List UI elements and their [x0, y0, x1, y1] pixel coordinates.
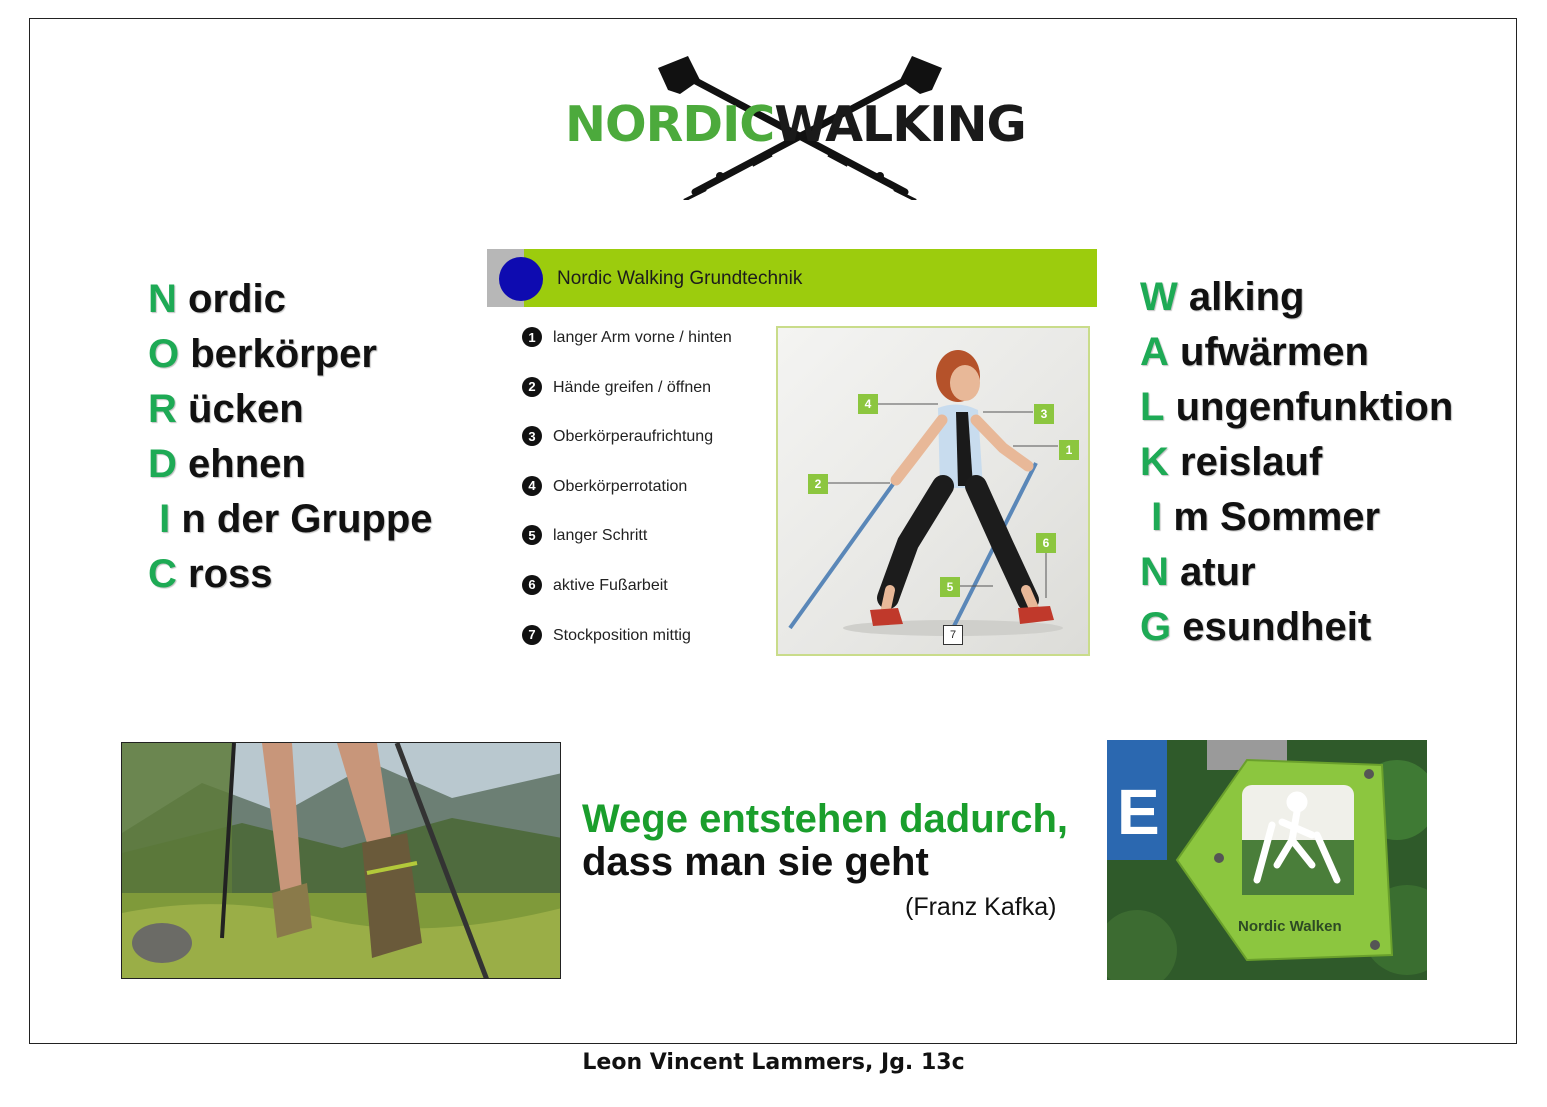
- acrostic-word: esundheit: [1182, 605, 1372, 649]
- step-label: Oberkörperaufrichtung: [553, 428, 714, 446]
- nordic-walking-logo: [560, 50, 1040, 200]
- hiking-boots-image: [122, 743, 561, 979]
- acrostic-word: ordic: [188, 277, 286, 321]
- acrostic-letter: N: [1140, 550, 1169, 594]
- acrostic-word: reislauf: [1180, 440, 1323, 484]
- technique-step: [522, 474, 732, 524]
- acrostic-nordic: [148, 272, 433, 602]
- acrostic-letter: L: [1140, 385, 1165, 429]
- sign-letter: E: [1117, 776, 1160, 848]
- step-label: langer Schritt: [553, 527, 648, 545]
- acrostic-row: [148, 437, 433, 492]
- marker-6: 6: [1036, 533, 1056, 553]
- quote-author: (Franz Kafka): [905, 893, 1057, 921]
- acrostic-word: m Sommer: [1173, 495, 1381, 539]
- technique-photo: [776, 326, 1090, 656]
- acrostic-letter: N: [148, 277, 177, 321]
- technique-step: [522, 375, 732, 425]
- step-number-icon: 6: [522, 575, 542, 595]
- technique-step: [522, 325, 732, 375]
- acrostic-row: [1140, 325, 1453, 380]
- step-label: Oberkörperrotation: [553, 477, 688, 495]
- acrostic-word: berkörper: [190, 332, 377, 376]
- acrostic-word: atur: [1180, 550, 1256, 594]
- technique-step: [522, 424, 732, 474]
- step-number-icon: 2: [522, 377, 542, 397]
- step-number-icon: 1: [522, 327, 542, 347]
- step-label: langer Arm vorne / hinten: [553, 329, 732, 346]
- author-footer: Leon Vincent Lammers, Jg. 13c: [582, 1050, 965, 1075]
- acrostic-row: [1140, 490, 1453, 545]
- technique-header: [487, 249, 1097, 307]
- acrostic-word: ufwärmen: [1180, 330, 1369, 374]
- acrostic-row: [148, 272, 433, 327]
- marker-2: 2: [808, 474, 828, 494]
- acrostic-letter: G: [1140, 605, 1172, 649]
- technique-step: [522, 573, 732, 623]
- acrostic-row: [1140, 270, 1453, 325]
- acrostic-letter: W: [1140, 275, 1178, 319]
- logo-walking: WALKING: [774, 96, 1026, 153]
- acrostic-row: [1140, 380, 1453, 435]
- marker-7: 7: [943, 625, 963, 645]
- technique-step: [522, 523, 732, 573]
- step-label: Stockposition mittig: [553, 626, 691, 644]
- acrostic-row: [148, 492, 433, 547]
- acrostic-letter: K: [1140, 440, 1169, 484]
- technique-step: [522, 623, 732, 673]
- logo-wordmark: [565, 96, 1026, 153]
- blue-dot-icon: [499, 257, 543, 301]
- acrostic-word: n der Gruppe: [181, 497, 433, 541]
- acrostic-row: [1140, 435, 1453, 490]
- step-number-icon: 4: [522, 476, 542, 496]
- technique-steps: [522, 325, 732, 672]
- quote-line-2: dass man sie geht: [582, 840, 929, 884]
- acrostic-walking: [1140, 270, 1453, 655]
- hiking-photo: [121, 742, 561, 979]
- trail-sign-photo: [1107, 740, 1427, 980]
- marker-3: 3: [1034, 404, 1054, 424]
- acrostic-word: ücken: [188, 387, 304, 431]
- acrostic-row: [148, 382, 433, 437]
- step-label: aktive Fußarbeit: [553, 576, 668, 594]
- acrostic-word: alking: [1188, 275, 1305, 319]
- acrostic-row: [148, 327, 433, 382]
- kafka-quote: [582, 797, 1069, 921]
- acrostic-row: [148, 547, 433, 602]
- acrostic-letter: A: [1140, 330, 1169, 374]
- acrostic-letter: D: [148, 442, 177, 486]
- acrostic-row: [1140, 545, 1453, 600]
- technique-title: Nordic Walking Grundtechnik: [557, 268, 803, 289]
- step-number-icon: 5: [522, 525, 542, 545]
- acrostic-word: ungenfunktion: [1175, 385, 1454, 429]
- marker-5: 5: [940, 577, 960, 597]
- acrostic-row: [1140, 600, 1453, 655]
- acrostic-letter: I: [1151, 495, 1163, 539]
- quote-line-1: Wege entstehen dadurch,: [582, 797, 1069, 841]
- acrostic-letter: I: [159, 497, 171, 541]
- acrostic-word: ross: [188, 552, 273, 596]
- step-number-icon: 7: [522, 625, 542, 645]
- sign-label: Nordic Walken: [1238, 918, 1342, 935]
- step-number-icon: 3: [522, 426, 542, 446]
- logo-nordic: NORDIC: [565, 96, 775, 153]
- acrostic-letter: O: [148, 332, 180, 376]
- acrostic-letter: R: [148, 387, 177, 431]
- marker-4: 4: [858, 394, 878, 414]
- acrostic-letter: C: [148, 552, 177, 596]
- acrostic-word: ehnen: [188, 442, 306, 486]
- step-label: Hände greifen / öffnen: [553, 378, 712, 396]
- marker-1: 1: [1059, 440, 1079, 460]
